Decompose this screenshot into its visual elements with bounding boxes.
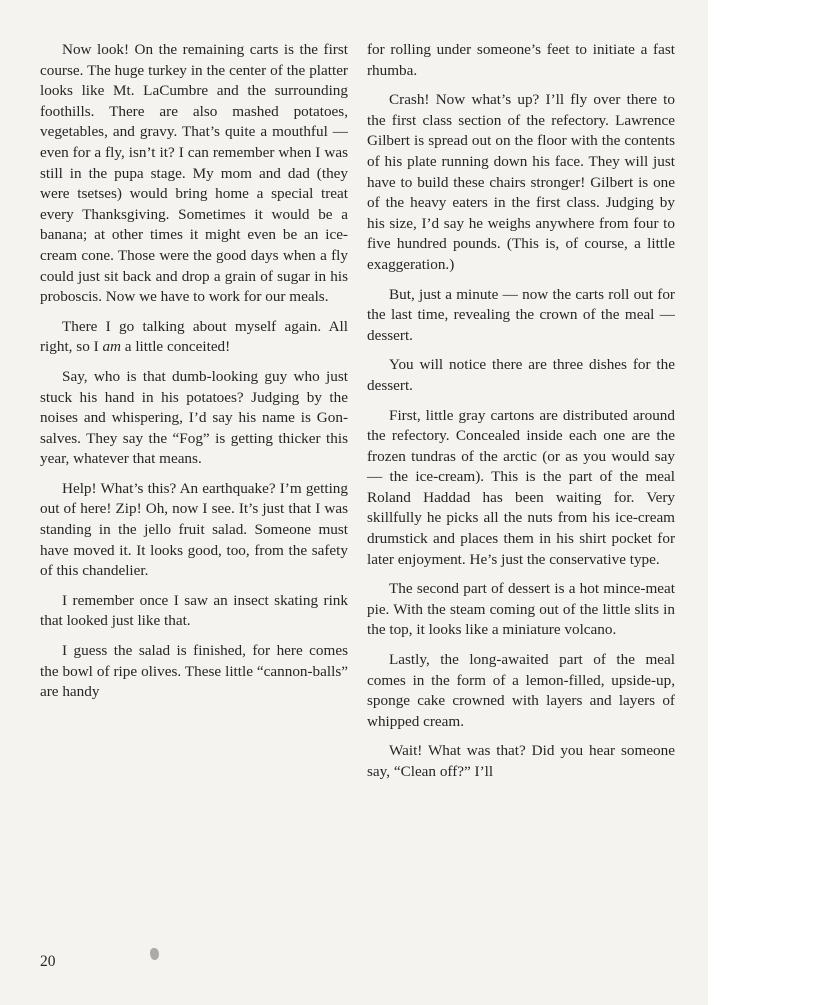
paragraph-clean-off: Wait! What was that? Did you hear someone say, “Clean off?” I’ll [367, 742, 675, 780]
paragraph-conceited-start: There I go talking about myself again. All right, so I [40, 317, 348, 356]
paragraph-sponge-cake: Lastly, the long-awaited part of the meal comes in the form of a lemon-filled, upside-up, sponge cake crowned with layers and layers of whipped cream. [367, 651, 675, 730]
emphasis-am: am [102, 338, 121, 356]
paragraph-earthquake: Help! What’s this? An earthquake? I’m getting out of here! Zip! Oh, now I see. It’s just that I was standing in the jello fruit salad. Someone must have moved it. It looks good, too, from the safety of this chandelier. [40, 479, 348, 580]
ink-speck [150, 948, 159, 960]
paragraph-ice-cream: First, little gray cartons are distributed around the refectory. Concealed inside each one are the frozen tundras of the arctic (or as you would say — the ice-cream). This is the part of the meal Roland Haddad has been waiting for. Very skillfully he picks all the nuts from his ice-cream drumstick and places them in his shirt pocket for later enjoyment. He’s just the conservative type. [367, 406, 675, 568]
left-column [40, 40, 348, 712]
page-number: 20 [40, 953, 56, 970]
paragraph-carts-dessert: But, just a minute — now the carts roll out for the last time, revealing the crown of the meal — dessert. [367, 285, 675, 344]
right-column [367, 40, 675, 792]
paragraph-gonsalves: Say, who is that dumb-looking guy who just stuck his hand in his potatoes? Judging by the noises and whispering, I’d say his name is Gonsalves. They say the “Fog” is getting thicker this year, whatever that means. [40, 367, 348, 468]
paragraph-crash: Crash! Now what’s up? I’ll fly over there to the first class section of the refectory. Lawrence Gilbert is spread out on the floor with the contents of his plate running down his face. They will just have to build these chairs stronger! Gilbert is one of the heavy eaters in the first class. Judging by his size, I’d say he weighs anywhere from four to five hundred pounds. (This is, of course, a little exaggeration.) [367, 91, 675, 273]
paragraph-olives: I guess the salad is finished, for here comes the bowl of ripe olives. These little “cannon-balls” are handy [40, 642, 348, 701]
paragraph-conceited-end: a little conceited! [121, 338, 231, 356]
paragraph-first-course: Now look! On the remaining carts is the first course. The huge turkey in the center of the platter looks like Mt. LaCumbre and the surrounding foothills. There are also mashed potatoes, vegetables, and gravy. That’s quite a mouthful — even for a fly, isn’t it? I can remember when I was still in the pupa stage. My mom and dad (they were tsetses) would bring home a special treat every Thanksgiving. Sometimes it would be a banana; at other times it might even be an ice-cream cone. Those were the good days when a fly could just sit back and drop a grain of sugar in his proboscis. Now we have to work for our meals. [40, 41, 348, 306]
paragraph-conceited [40, 317, 348, 358]
paragraph-skating-rink: I remember once I saw an insect skating rink that looked just like that. [40, 591, 348, 630]
paragraph-mince-meat-pie: The second part of dessert is a hot mince-meat pie. With the steam coming out of the little slits in the top, it looks like a miniature volcano. [367, 580, 675, 639]
paragraph-three-dishes: You will notice there are three dishes for the dessert. [367, 356, 675, 394]
paragraph-rhumba-continued: for rolling under someone’s feet to initiate a fast rhumba. [367, 41, 675, 79]
